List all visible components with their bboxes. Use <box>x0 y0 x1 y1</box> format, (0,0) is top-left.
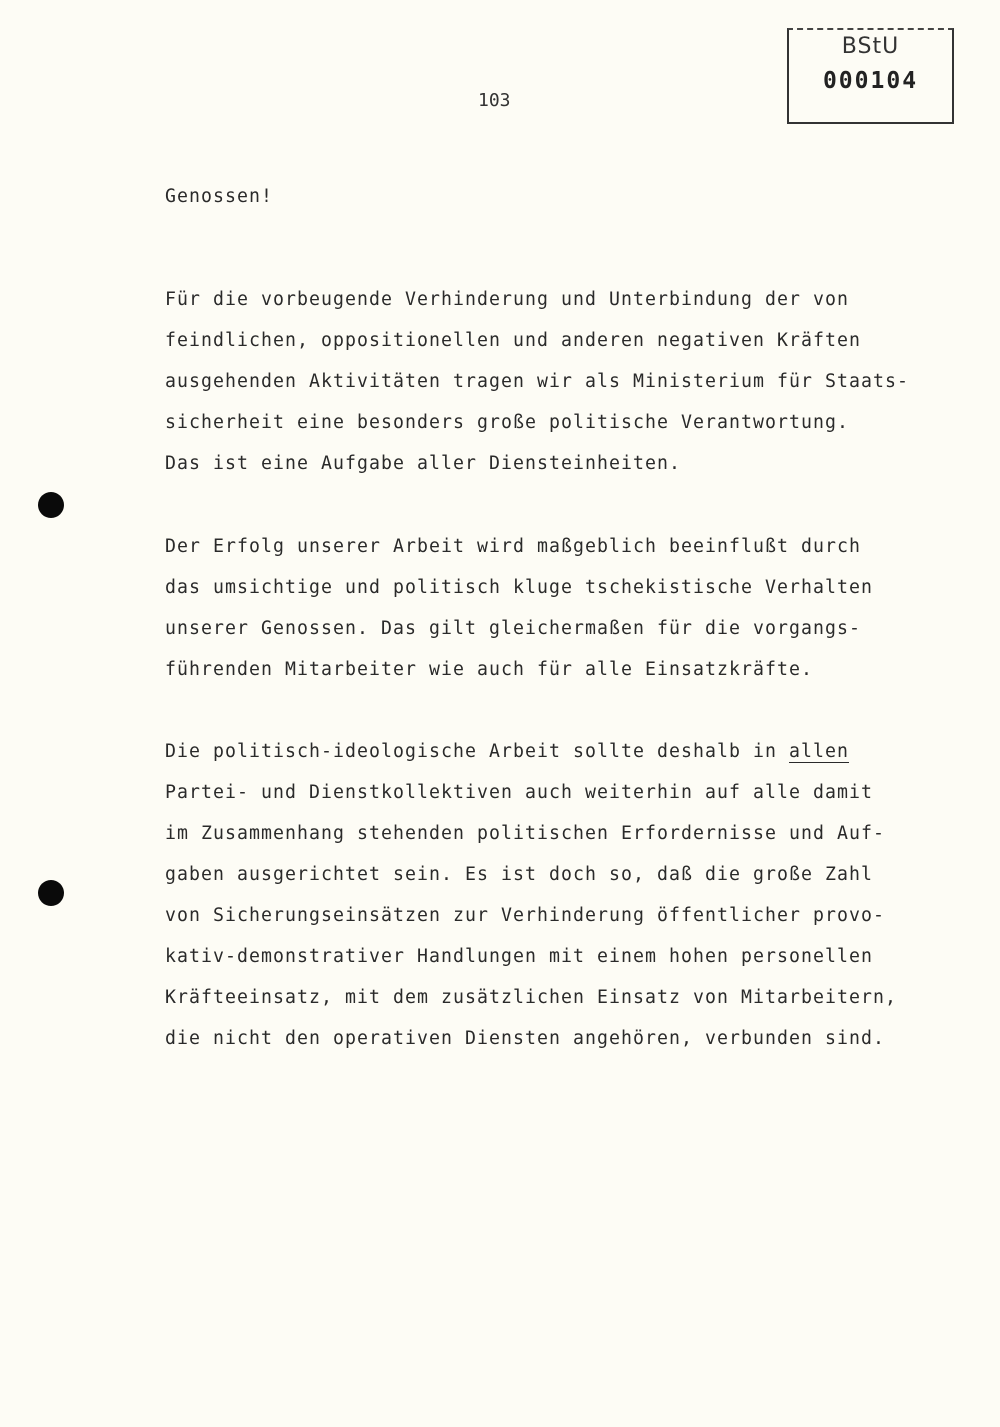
paragraph-3-line: die nicht den operativen Diensten angehören, verbunden sind. <box>165 1028 885 1049</box>
paragraph-2-line: das umsichtige und politisch kluge tschekistische Verhalten <box>165 577 873 598</box>
paragraph-2-line: führenden Mitarbeiter wie auch für alle Einsatzkräfte. <box>165 659 813 680</box>
salutation: Genossen! <box>165 186 273 207</box>
archive-stamp <box>787 28 954 124</box>
punch-hole <box>38 492 64 518</box>
paragraph-3-line: Partei- und Dienstkollektiven auch weiterhin auf alle damit <box>165 782 873 803</box>
paragraph-1-line: ausgehenden Aktivitäten tragen wir als Ministerium für Staats- <box>165 371 909 392</box>
paragraph-3-line: von Sicherungseinsätzen zur Verhinderung öffentlicher provo- <box>165 905 885 926</box>
stamp-archive-label: BStU <box>841 34 900 59</box>
paragraph-3-line-prefix: Die politisch-ideologische Arbeit sollte deshalb in <box>165 741 789 762</box>
paragraph-3-first-line <box>165 741 849 762</box>
stamp-page-id: 000104 <box>822 68 919 94</box>
paragraph-1-line: Für die vorbeugende Verhinderung und Unterbindung der von <box>165 289 849 310</box>
paragraph-3-line: gaben ausgerichtet sein. Es ist doch so, daß die große Zahl <box>165 864 873 885</box>
paragraph-1-line: feindlichen, oppositionellen und anderen negativen Kräften <box>165 330 861 351</box>
paragraph-3-line: kativ-demonstrativer Handlungen mit einem hohen personellen <box>165 946 873 967</box>
paragraph-3-line: im Zusammenhang stehenden politischen Erfordernisse und Auf- <box>165 823 885 844</box>
paragraph-1-line: Das ist eine Aufgabe aller Diensteinheiten. <box>165 453 681 474</box>
punch-hole <box>38 880 64 906</box>
underlined-word: allen <box>789 741 849 762</box>
paragraph-3-line: Kräfteeinsatz, mit dem zusätzlichen Einsatz von Mitarbeitern, <box>165 987 897 1008</box>
paragraph-2-line: unserer Genossen. Das gilt gleichermaßen für die vorgangs- <box>165 618 861 639</box>
paragraph-1-line: sicherheit eine besonders große politische Verantwortung. <box>165 412 849 433</box>
paragraph-2-line: Der Erfolg unserer Arbeit wird maßgeblich beeinflußt durch <box>165 536 861 557</box>
page-number: 103 <box>478 90 511 111</box>
